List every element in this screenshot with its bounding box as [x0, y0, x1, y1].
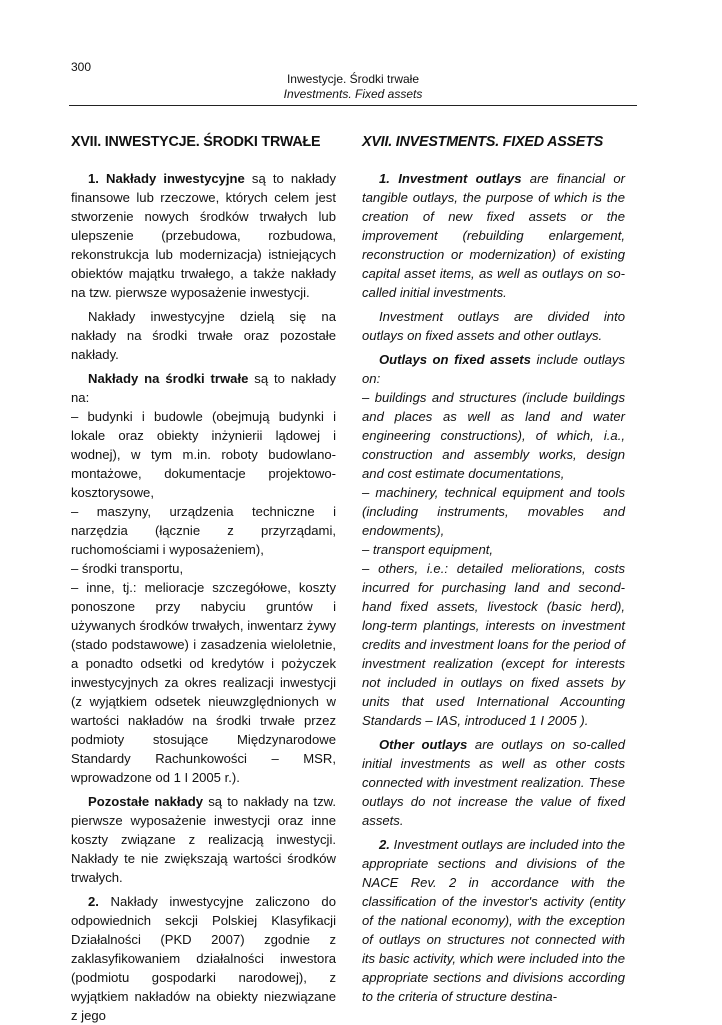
running-head	[69, 72, 637, 102]
chapter-heading-pl: XVII. INWESTYCJE. ŚRODKI TRWAŁE	[71, 134, 321, 150]
term-fixed-assets-pl: Nakłady na środki trwałe	[88, 371, 249, 386]
list-item-pl: – budynki i budowle (obejmują budynki i lokale oraz obiekty inżynierii lądowej i wodnej), w tym m.in. roboty budowlano-montażowe, dokumentacje projektowo-kosztorysowe,	[71, 409, 336, 500]
paragraph-5-pl: 2. Nakłady inwestycyjne zaliczono do odpowiednich sekcji Polskiej Klasyfikacji Działalności (PKD 2007) zgodnie z zaklasyfikowaniem działalności inwestora (podmiotu gospodarki narodowej), z wyjątkiem nakładów na obiekty niezwiązane z jego	[71, 894, 336, 1023]
paragraph-4-en: Other outlays are outlays on so-called initial investments as well as other costs connected with investment realization. These outlays do not increase the value of fixed assets.	[362, 737, 625, 828]
list-item-en: – others, i.e.: detailed meliorations, costs incurred for purchasing land and second-hand fixed assets, livestock (basic herd), long-term plantings, interests on investment credits and investment loans for the period of investment realization (except for interests not included in outlays on fixed assets by units that used International Accounting Standards – IAS, introduced 1 I 2005 ).	[362, 561, 625, 728]
paragraph-2-pl: Nakłady inwestycyjne dzielą się na nakłady na środki trwałe oraz pozostałe nakłady.	[71, 309, 336, 362]
header-rule	[69, 105, 637, 106]
term-investment-outlays-en: 1. Investment outlays	[379, 171, 522, 186]
chapter-heading-en: XVII. INVESTMENTS. FIXED ASSETS	[362, 134, 604, 150]
list-item-pl: – maszyny, urządzenia techniczne i narzędzia (łącznie z przyrządami, ruchomościami i wyposażeniem),	[71, 504, 336, 557]
term-other-outlays-en: Other outlays	[379, 737, 468, 752]
paragraph-2-en: Investment outlays are divided into outlays on fixed assets and other outlays.	[362, 309, 625, 343]
paragraph-1-en: 1. Investment outlays are financial or tangible outlays, the purpose of which is the creation of new fixed assets or the improvement (rebuilding enlargement, reconstruction or modernization) of existing capital asset items, as well as outlays on so-called initial investments.	[362, 171, 625, 300]
running-head-pl: Inwestycje. Środki trwałe	[286, 72, 420, 86]
list-item-en: – transport equipment,	[362, 542, 494, 557]
paragraph-5-en: 2. Investment outlays are included into the appropriate sections and divisions of the NACE Rev. 2 in accordance with the classification of the investor's activity (entity of the national economy), with the exception of outlays on structures not connected with its basic activity, which were included into the appropriate sections and divisions according to the criteria of structure destina-	[362, 837, 625, 1004]
term-investment-outlays-pl: 1. Nakłady inwestycyjne	[88, 171, 245, 186]
paragraph-4-pl: Pozostałe nakłady są to nakłady na tzw. pierwsze wyposażenie inwestycji oraz inne koszty związane z realizacją inwestycji. Nakłady te nie zwiększają wartości środków trwałych.	[71, 794, 336, 885]
list-item-en: – buildings and structures (include buildings and places as well as land and water engineering constructions), of which, i.a., construction and assembly works, design and cost estimate documentations,	[362, 390, 625, 481]
paragraph-3-pl: Nakłady na środki trwałe są to nakłady na:	[71, 371, 336, 405]
list-item-pl: – środki transportu,	[71, 561, 184, 576]
page-number: 300	[71, 60, 92, 74]
english-column	[362, 133, 625, 1006]
list-item-en: – machinery, technical equipment and tools (including instruments, movables and endowments),	[362, 485, 625, 538]
paragraph-1-pl: 1. Nakłady inwestycyjne są to nakłady finansowe lub rzeczowe, których celem jest stworzenie nowych środków trwałych lub ulepszenie (przebudowa, rozbudowa, rekonstrukcja lub modernizacja) istniejących obiektów majątku trwałego, a także nakłady na tzw. pierwsze wyposażenie inwestycji.	[71, 171, 336, 300]
paragraph-3-en: Outlays on fixed assets include outlays on:	[362, 352, 625, 386]
running-head-en: Investments. Fixed assets	[283, 87, 423, 101]
polish-column	[71, 133, 336, 1025]
list-item-pl: – inne, tj.: melioracje szczegółowe, koszty ponoszone przy nabyciu gruntów i używanych środków trwałych, inwentarz żywy (stado podstawowe) i zasadzenia wieloletnie, a ponadto odsetki od kredytów i pożyczek inwestycyjnych za okres realizacji inwestycji (z wyjątkiem odsetek nieuwzględnionych w wartości nakładów na środki trwałe przez podmioty stosujące Międzynarodowe Standardy Rachunkowości – MSR, wprowadzone od 1 I 2005 r.).	[71, 580, 336, 785]
term-other-outlays-pl: Pozostałe nakłady	[88, 794, 204, 809]
term-fixed-assets-en: Outlays on fixed assets	[379, 352, 531, 367]
